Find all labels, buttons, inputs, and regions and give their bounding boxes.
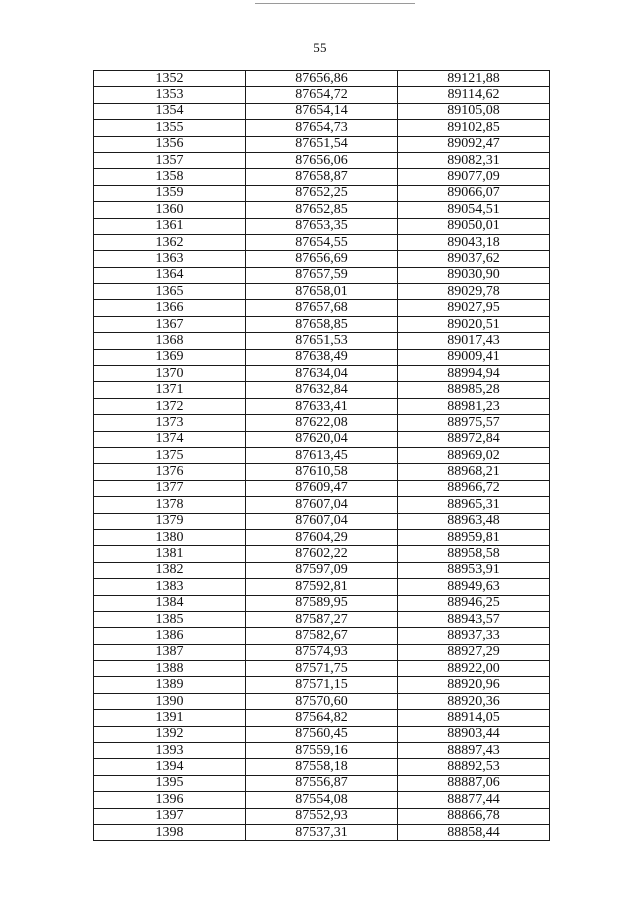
point-number-cell: 1366: [94, 300, 246, 316]
point-number-cell: 1373: [94, 415, 246, 431]
point-number-cell: 1383: [94, 579, 246, 595]
point-number-cell: 1364: [94, 267, 246, 283]
table-row: [94, 693, 550, 709]
table-row: [94, 611, 550, 627]
point-number-cell: 1358: [94, 169, 246, 185]
coordinates-table: [93, 70, 550, 841]
point-number-cell: 1387: [94, 644, 246, 660]
table-row: [94, 497, 550, 513]
y-coordinate-cell: 89043,18: [398, 234, 550, 250]
x-coordinate-cell: 87620,04: [246, 431, 398, 447]
table-row: [94, 628, 550, 644]
table-row: [94, 743, 550, 759]
table-row: [94, 759, 550, 775]
table-row: [94, 382, 550, 398]
table-row: [94, 202, 550, 218]
y-coordinate-cell: 88927,29: [398, 644, 550, 660]
y-coordinate-cell: 89082,31: [398, 152, 550, 168]
point-number-cell: 1385: [94, 611, 246, 627]
table-row: [94, 677, 550, 693]
point-number-cell: 1392: [94, 726, 246, 742]
point-number-cell: 1382: [94, 562, 246, 578]
y-coordinate-cell: 88892,53: [398, 759, 550, 775]
x-coordinate-cell: 87604,29: [246, 529, 398, 545]
point-number-cell: 1367: [94, 316, 246, 332]
y-coordinate-cell: 89020,51: [398, 316, 550, 332]
x-coordinate-cell: 87656,86: [246, 71, 398, 87]
point-number-cell: 1355: [94, 120, 246, 136]
point-number-cell: 1380: [94, 529, 246, 545]
point-number-cell: 1378: [94, 497, 246, 513]
point-number-cell: 1362: [94, 234, 246, 250]
y-coordinate-cell: 88965,31: [398, 497, 550, 513]
point-number-cell: 1360: [94, 202, 246, 218]
y-coordinate-cell: 89054,51: [398, 202, 550, 218]
point-number-cell: 1390: [94, 693, 246, 709]
point-number-cell: 1393: [94, 743, 246, 759]
y-coordinate-cell: 88963,48: [398, 513, 550, 529]
point-number-cell: 1359: [94, 185, 246, 201]
x-coordinate-cell: 87592,81: [246, 579, 398, 595]
x-coordinate-cell: 87654,73: [246, 120, 398, 136]
table-row: [94, 366, 550, 382]
x-coordinate-cell: 87607,04: [246, 497, 398, 513]
x-coordinate-cell: 87559,16: [246, 743, 398, 759]
point-number-cell: 1388: [94, 661, 246, 677]
x-coordinate-cell: 87652,85: [246, 202, 398, 218]
y-coordinate-cell: 89066,07: [398, 185, 550, 201]
x-coordinate-cell: 87571,15: [246, 677, 398, 693]
table-row: [94, 251, 550, 267]
y-coordinate-cell: 88946,25: [398, 595, 550, 611]
y-coordinate-cell: 89092,47: [398, 136, 550, 152]
table-row: [94, 169, 550, 185]
y-coordinate-cell: 89009,41: [398, 349, 550, 365]
table-row: [94, 87, 550, 103]
point-number-cell: 1369: [94, 349, 246, 365]
table-row: [94, 661, 550, 677]
table-row: [94, 579, 550, 595]
table-row: [94, 775, 550, 791]
y-coordinate-cell: 88972,84: [398, 431, 550, 447]
table-row: [94, 513, 550, 529]
x-coordinate-cell: 87656,69: [246, 251, 398, 267]
x-coordinate-cell: 87658,85: [246, 316, 398, 332]
x-coordinate-cell: 87574,93: [246, 644, 398, 660]
y-coordinate-cell: 88897,43: [398, 743, 550, 759]
table-row: [94, 103, 550, 119]
x-coordinate-cell: 87613,45: [246, 447, 398, 463]
point-number-cell: 1365: [94, 284, 246, 300]
point-number-cell: 1361: [94, 218, 246, 234]
point-number-cell: 1398: [94, 824, 246, 840]
x-coordinate-cell: 87597,09: [246, 562, 398, 578]
table-row: [94, 300, 550, 316]
y-coordinate-cell: 89030,90: [398, 267, 550, 283]
x-coordinate-cell: 87602,22: [246, 546, 398, 562]
point-number-cell: 1353: [94, 87, 246, 103]
point-number-cell: 1376: [94, 464, 246, 480]
table-row: [94, 267, 550, 283]
table-row: [94, 415, 550, 431]
x-coordinate-cell: 87607,04: [246, 513, 398, 529]
y-coordinate-cell: 88858,44: [398, 824, 550, 840]
x-coordinate-cell: 87610,58: [246, 464, 398, 480]
x-coordinate-cell: 87571,75: [246, 661, 398, 677]
x-coordinate-cell: 87633,41: [246, 398, 398, 414]
table-row: [94, 644, 550, 660]
table-row: [94, 185, 550, 201]
point-number-cell: 1354: [94, 103, 246, 119]
table-row: [94, 71, 550, 87]
point-number-cell: 1377: [94, 480, 246, 496]
y-coordinate-cell: 88966,72: [398, 480, 550, 496]
y-coordinate-cell: 88981,23: [398, 398, 550, 414]
table-row: [94, 726, 550, 742]
point-number-cell: 1397: [94, 808, 246, 824]
y-coordinate-cell: 88866,78: [398, 808, 550, 824]
y-coordinate-cell: 88922,00: [398, 661, 550, 677]
y-coordinate-cell: 88903,44: [398, 726, 550, 742]
y-coordinate-cell: 88958,58: [398, 546, 550, 562]
table-row: [94, 316, 550, 332]
table-row: [94, 120, 550, 136]
x-coordinate-cell: 87558,18: [246, 759, 398, 775]
y-coordinate-cell: 88937,33: [398, 628, 550, 644]
page-number: 55: [313, 40, 327, 55]
y-coordinate-cell: 89017,43: [398, 333, 550, 349]
table-row: [94, 595, 550, 611]
table-row: [94, 136, 550, 152]
x-coordinate-cell: 87638,49: [246, 349, 398, 365]
point-number-cell: 1379: [94, 513, 246, 529]
table-row: [94, 710, 550, 726]
x-coordinate-cell: 87632,84: [246, 382, 398, 398]
y-coordinate-cell: 89037,62: [398, 251, 550, 267]
table-row: [94, 562, 550, 578]
point-number-cell: 1394: [94, 759, 246, 775]
table-row: [94, 152, 550, 168]
x-coordinate-cell: 87560,45: [246, 726, 398, 742]
point-number-cell: 1372: [94, 398, 246, 414]
table-row: [94, 480, 550, 496]
y-coordinate-cell: 89077,09: [398, 169, 550, 185]
y-coordinate-cell: 88943,57: [398, 611, 550, 627]
x-coordinate-cell: 87589,95: [246, 595, 398, 611]
point-number-cell: 1381: [94, 546, 246, 562]
point-number-cell: 1374: [94, 431, 246, 447]
x-coordinate-cell: 87658,87: [246, 169, 398, 185]
x-coordinate-cell: 87657,59: [246, 267, 398, 283]
point-number-cell: 1370: [94, 366, 246, 382]
point-number-cell: 1384: [94, 595, 246, 611]
y-coordinate-cell: 88994,94: [398, 366, 550, 382]
coordinates-table-body: [94, 71, 550, 841]
x-coordinate-cell: 87657,68: [246, 300, 398, 316]
y-coordinate-cell: 88920,36: [398, 693, 550, 709]
x-coordinate-cell: 87609,47: [246, 480, 398, 496]
x-coordinate-cell: 87634,04: [246, 366, 398, 382]
table-row: [94, 234, 550, 250]
y-coordinate-cell: 88920,96: [398, 677, 550, 693]
y-coordinate-cell: 89105,08: [398, 103, 550, 119]
point-number-cell: 1371: [94, 382, 246, 398]
point-number-cell: 1368: [94, 333, 246, 349]
x-coordinate-cell: 87554,08: [246, 792, 398, 808]
x-coordinate-cell: 87556,87: [246, 775, 398, 791]
header-rule: [255, 3, 415, 4]
x-coordinate-cell: 87654,55: [246, 234, 398, 250]
table-row: [94, 447, 550, 463]
point-number-cell: 1357: [94, 152, 246, 168]
x-coordinate-cell: 87552,93: [246, 808, 398, 824]
y-coordinate-cell: 89027,95: [398, 300, 550, 316]
x-coordinate-cell: 87651,53: [246, 333, 398, 349]
y-coordinate-cell: 89114,62: [398, 87, 550, 103]
table-row: [94, 824, 550, 840]
y-coordinate-cell: 88949,63: [398, 579, 550, 595]
x-coordinate-cell: 87654,14: [246, 103, 398, 119]
x-coordinate-cell: 87537,31: [246, 824, 398, 840]
point-number-cell: 1375: [94, 447, 246, 463]
table-row: [94, 333, 550, 349]
point-number-cell: 1396: [94, 792, 246, 808]
x-coordinate-cell: 87654,72: [246, 87, 398, 103]
table-row: [94, 808, 550, 824]
y-coordinate-cell: 88953,91: [398, 562, 550, 578]
y-coordinate-cell: 88975,57: [398, 415, 550, 431]
y-coordinate-cell: 88914,05: [398, 710, 550, 726]
x-coordinate-cell: 87570,60: [246, 693, 398, 709]
point-number-cell: 1389: [94, 677, 246, 693]
y-coordinate-cell: 89029,78: [398, 284, 550, 300]
y-coordinate-cell: 88985,28: [398, 382, 550, 398]
y-coordinate-cell: 88887,06: [398, 775, 550, 791]
y-coordinate-cell: 88968,21: [398, 464, 550, 480]
point-number-cell: 1363: [94, 251, 246, 267]
table-row: [94, 792, 550, 808]
x-coordinate-cell: 87622,08: [246, 415, 398, 431]
y-coordinate-cell: 89050,01: [398, 218, 550, 234]
point-number-cell: 1352: [94, 71, 246, 87]
table-row: [94, 349, 550, 365]
y-coordinate-cell: 88877,44: [398, 792, 550, 808]
y-coordinate-cell: 89102,85: [398, 120, 550, 136]
table-row: [94, 431, 550, 447]
table-row: [94, 464, 550, 480]
x-coordinate-cell: 87582,67: [246, 628, 398, 644]
x-coordinate-cell: 87656,06: [246, 152, 398, 168]
x-coordinate-cell: 87564,82: [246, 710, 398, 726]
y-coordinate-cell: 88959,81: [398, 529, 550, 545]
x-coordinate-cell: 87651,54: [246, 136, 398, 152]
y-coordinate-cell: 89121,88: [398, 71, 550, 87]
coordinates-table-container: [93, 70, 549, 841]
table-row: [94, 398, 550, 414]
point-number-cell: 1386: [94, 628, 246, 644]
x-coordinate-cell: 87658,01: [246, 284, 398, 300]
x-coordinate-cell: 87652,25: [246, 185, 398, 201]
table-row: [94, 284, 550, 300]
y-coordinate-cell: 88969,02: [398, 447, 550, 463]
table-row: [94, 218, 550, 234]
x-coordinate-cell: 87587,27: [246, 611, 398, 627]
point-number-cell: 1395: [94, 775, 246, 791]
x-coordinate-cell: 87653,35: [246, 218, 398, 234]
point-number-cell: 1356: [94, 136, 246, 152]
table-row: [94, 529, 550, 545]
table-row: [94, 546, 550, 562]
point-number-cell: 1391: [94, 710, 246, 726]
